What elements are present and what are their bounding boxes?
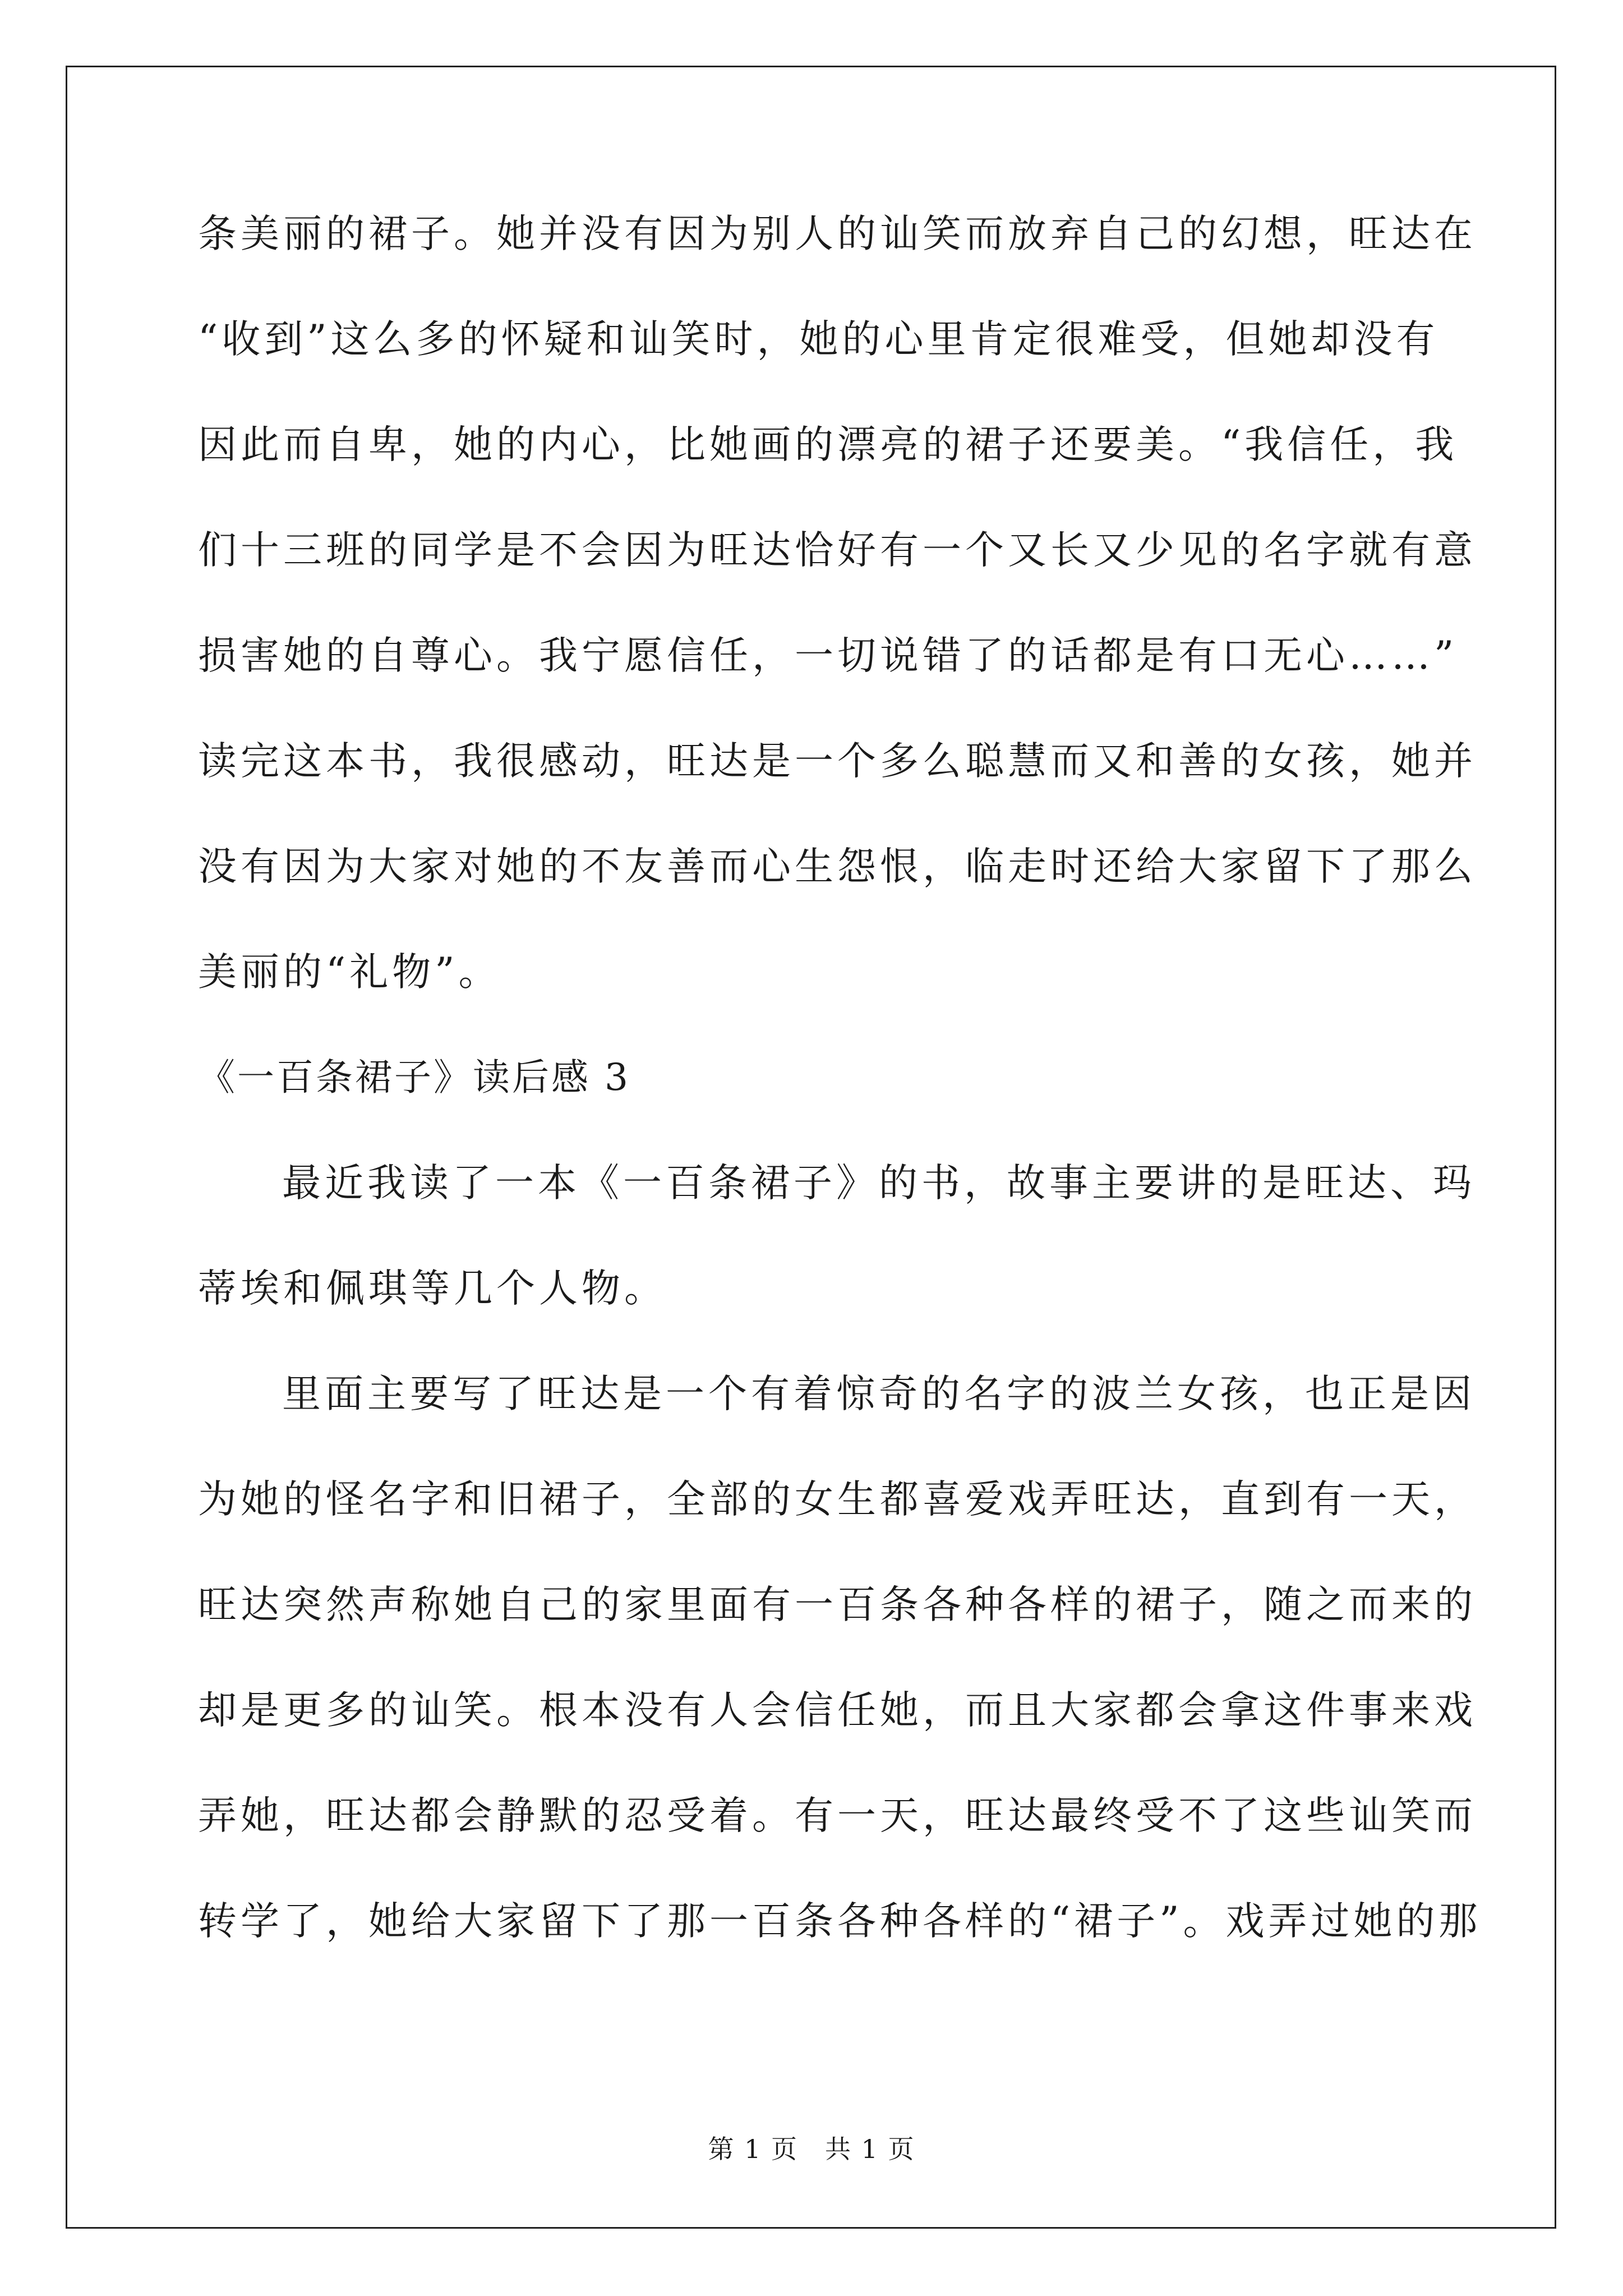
text-line: 没有因为大家对她的不友善而心生怨恨，临走时还给大家留下了那么 xyxy=(198,844,1477,889)
text-line: 却是更多的讪笑。根本没有人会信任她，而且大家都会拿这件事来戏 xyxy=(198,1688,1477,1733)
document-body xyxy=(198,208,1482,2000)
section-heading: 《一百条裙子》读后感 3 xyxy=(198,1056,630,1099)
text-line: 们十三班的同学是不会因为旺达恰好有一个又长又少见的名字就有意 xyxy=(198,528,1477,573)
text-line: 因此而自卑，她的内心，比她画的漂亮的裙子还要美。“我信任，我 xyxy=(198,422,1458,467)
text-line: 读完这本书，我很感动，旺达是一个多么聪慧而又和善的女孩，她并 xyxy=(198,739,1477,784)
text-line: 转学了，她给大家留下了那一百条各种各样的“裙子”。戏弄过她的那 xyxy=(198,1899,1482,1944)
text-line: 里面主要写了旺达是一个有着惊奇的名字的波兰女孩，也正是因 xyxy=(282,1372,1476,1416)
text-line: 蒂埃和佩琪等几个人物。 xyxy=(198,1266,667,1311)
text-line: “收到”这么多的怀疑和讪笑时，她的心里肯定很难受，但她却没有 xyxy=(198,317,1439,362)
text-line: 条美丽的裙子。她并没有因为别人的讪笑而放弃自己的幻想，旺达在 xyxy=(198,211,1477,256)
text-line: 最近我读了一本《一百条裙子》的书，故事主要讲的是旺达、玛 xyxy=(282,1161,1476,1205)
text-line: 为她的怪名字和旧裙子，全部的女生都喜爱戏弄旺达，直到有一天， xyxy=(198,1477,1477,1522)
text-line: 损害她的自尊心。我宁愿信任，一切说错了的话都是有口无心……” xyxy=(198,633,1458,678)
text-line: 弄她，旺达都会静默的忍受着。有一天，旺达最终受不了这些讪笑而 xyxy=(198,1793,1477,1838)
text-line: 旺达突然声称她自己的家里面有一百条各种各样的裙子，随之而来的 xyxy=(198,1582,1477,1627)
page-number: 第 1 页 共 1 页 xyxy=(708,2134,915,2164)
text-line: 美丽的“礼物”。 xyxy=(198,950,501,995)
